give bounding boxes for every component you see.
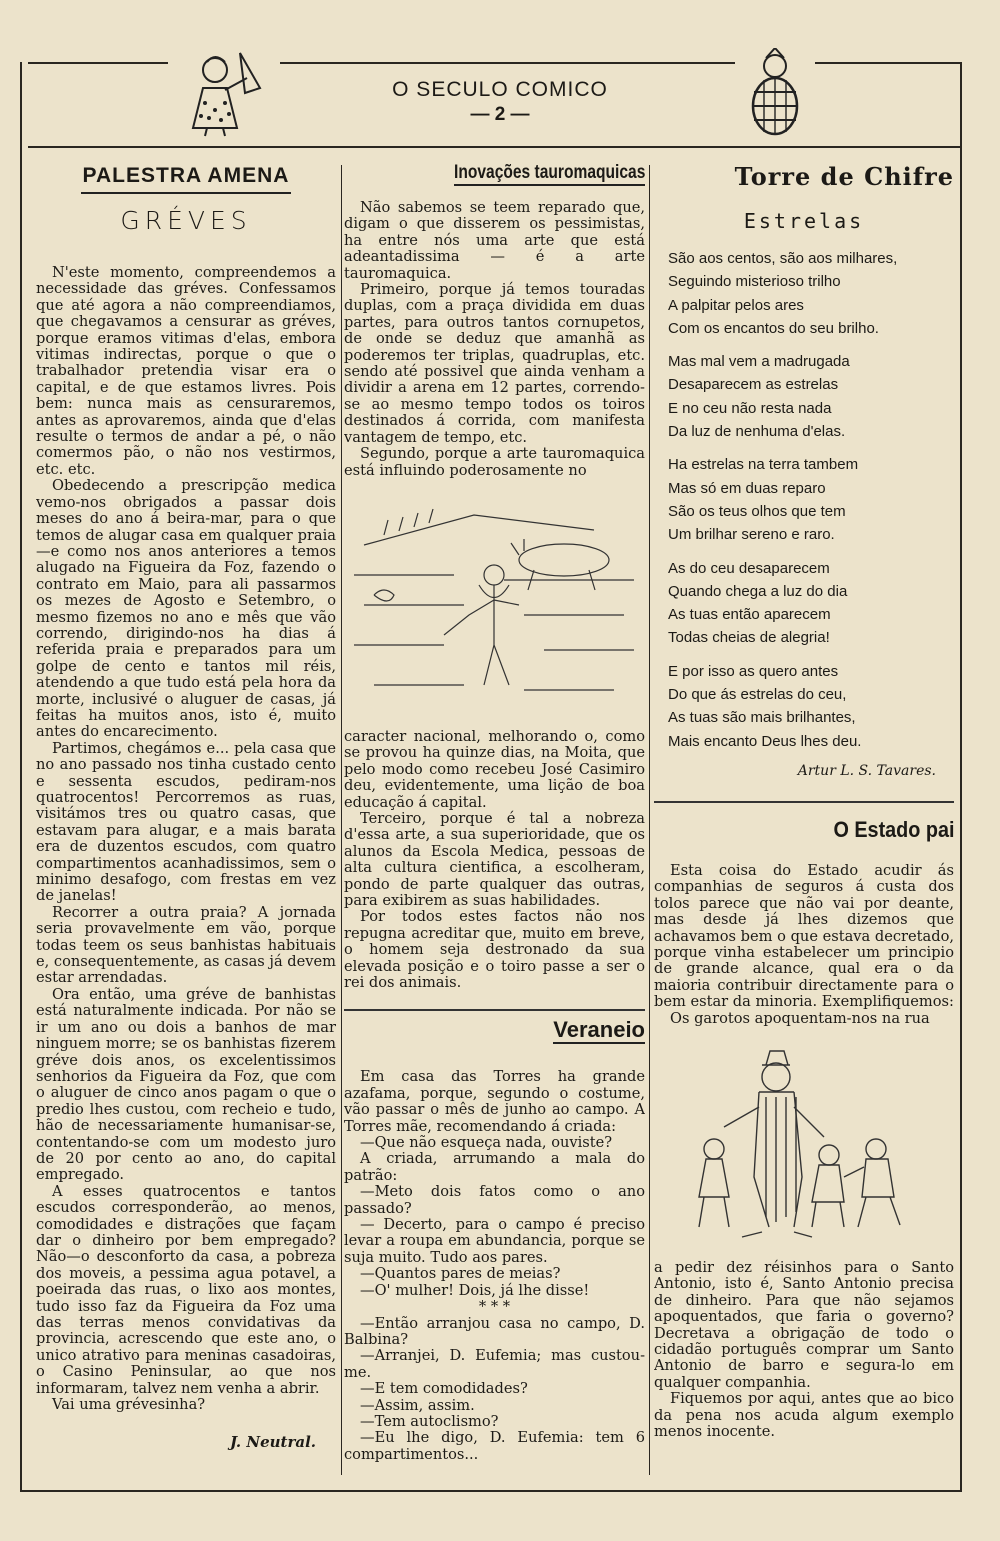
- paragraph: N'este momento, compreendemos a necessidade das gréves. Confessamos que até agora a não compreendiamos, que chegavamos a censurar as gréves, porque eramos vitimas d'elas, embora vitimas indirectas, porque o que o trabalhador pretendia visar era o capital, e de que estamos livres. Pois bem: nunca mais as censuraremos, antes as aprovaremos, ainda que d'elas resulte o termos de andar a pé, o não comermos pão, o não nos vestirmos, etc. etc.: [36, 264, 336, 478]
- article-title-estado-pai: O Estado pai: [832, 816, 954, 842]
- article-title-inovacoes: Inovações tauromaquicas: [454, 162, 645, 186]
- paragraph: Os garotos apoquentam-nos na rua: [670, 1009, 930, 1027]
- verse: São aos centos, são aos milhares,: [668, 250, 898, 267]
- poem-title-estrelas: Estrelas: [743, 209, 865, 233]
- boys-with-man-illustration: [654, 1037, 954, 1252]
- paragraph: Esta coisa do Estado acudir ás companhias de seguros á custa dos tolos parece que não vai por deante, mas desde já lhes dizemos que achavamos bem o que estava decretado, porque vinha estabelecer um principio de grande alcance, qual era o da maioria contribuir directamente para o bem estar da minoria. Exemplifiquemos:: [654, 861, 954, 1011]
- frame-right: [960, 62, 962, 1492]
- verse: Todas cheias de alegria!: [668, 629, 830, 647]
- heading-underline: [81, 192, 291, 194]
- header-rule: [28, 146, 960, 148]
- poem-estrelas: [654, 247, 954, 753]
- dialogue-line: —Quantos pares de meias?: [360, 1265, 561, 1283]
- paragraph: Segundo, porque a arte tauromaquica está influindo poderosamente no: [344, 445, 645, 479]
- masthead: [300, 78, 700, 126]
- article-title-veraneio: Veraneio: [553, 1017, 645, 1043]
- section-divider: [654, 801, 954, 803]
- paragraph: Obedecendo a prescripção medica vemo-nos obrigados a passar dois meses do ano á beira-mar, para o que temos de alugar casa em qualquer praia —e como nos anos anteriores a temos alugado na Figueira da Foz, fazendo o contrato em Maio, para ali passarmos os mezes de Agosto e Setembro, o mesmo fizemos no ano e mês que vão correndo, dirigindo-nos ha dias á referida praia e preparados para um golpe de cento e tantos mil réis, atendendo a que tudo está pela hora da morte, inclusivé o aluguer de casas, já feitas ha muitos anos, isto é, muito antes do encarecimento.: [36, 477, 336, 741]
- verse: Um brilhar sereno e raro.: [668, 526, 835, 544]
- column-torre-de-chifre: [654, 162, 954, 1482]
- verse: E no ceu não resta nada: [668, 399, 832, 417]
- stanza: [668, 247, 954, 340]
- column-divider-2: [649, 165, 650, 1475]
- verse: A palpitar pelos ares: [668, 296, 804, 314]
- dialogue-line: —Assim, assim.: [360, 1396, 475, 1414]
- verse: Mais encanto Deus lhes deu.: [668, 732, 862, 750]
- section-heading-torre-de-chifre: Torre de Chifre: [734, 162, 954, 191]
- top-rule-mid: [280, 62, 735, 64]
- verse: Mas só em duas reparo: [668, 479, 826, 497]
- signature-tavares: Artur L. S. Tavares.: [797, 762, 936, 779]
- newspaper-title: O SECULO COMICO: [392, 78, 608, 101]
- paragraph: Terceiro, porque é tal a nobreza d'essa arte, a sua superioridade, que os alunos da Escola Medica, pessoas de alta cultura cientifica, a escolheram, pondo de parte qualquer das outras, para exibirem as suas habilidades.: [344, 809, 645, 909]
- verse: E por isso as quero antes: [668, 662, 839, 680]
- section-heading-palestra-amena: PALESTRA AMENA: [82, 164, 290, 187]
- paragraph: Em casa das Torres ha grande azafama, porque, segundo o costume, vão passar o mês de junho ao campo. A Torres mãe, recomendando á criada:: [344, 1068, 645, 1135]
- verse: As tuas são mais brilhantes,: [668, 709, 856, 727]
- barrel-figure-icon: [748, 48, 803, 136]
- paragraph: Recorrer a outra praia? A jornada seria provavelmente em vão, porque todas teem os seus banhistas habituais e, consequentemente, as casas já devem estar arrendadas.: [36, 903, 336, 987]
- article-title-greves: GRÉVES: [120, 206, 252, 235]
- verse: As tuas então aparecem: [668, 606, 831, 624]
- stanza: [668, 660, 954, 753]
- column-inovacoes: [344, 162, 645, 1482]
- verse: Da luz de nenhuma d'elas.: [668, 423, 846, 441]
- frame-bottom: [20, 1490, 962, 1492]
- dialogue-line: —Arranjei, D. Eufemia; mas custou-me.: [344, 1347, 645, 1381]
- column-palestra-amena: [36, 162, 336, 1482]
- bullfight-illustration: [344, 485, 645, 725]
- top-rule-right: [815, 62, 960, 64]
- paragraph: a pedir dez réisinhos para o Santo Antonio, isto é, Santo Antonio precisa de dinheiro. Para que não sejamos apoquentados, que faria o governo? Decretava a obrigação de todo o cidadão português comprar um Santo Antonio de barro e segura-lo em qualquer companhia.: [654, 1259, 954, 1391]
- dialogue-line: —E tem comodidades?: [360, 1380, 528, 1398]
- section-divider: [344, 1009, 645, 1011]
- paragraph: Por todos estes factos não nos repugna acreditar que, muito em breve, o homem seja destronado da sua elevada posição e o toiro passe a ser o rei dos animais.: [344, 908, 645, 991]
- dialogue-line: —Então arranjou casa no campo, D. Balbina?: [344, 1314, 645, 1348]
- verse: Do que ás estrelas do ceu,: [668, 686, 847, 704]
- page-number: — 2 —: [470, 104, 530, 125]
- paragraph: Primeiro, porque já temos touradas duplas, com a praça dividida em duas partes, para outros tantos cornupetos, de onde se deduz que amanhã as poderemos ter triplas, quadruplas, etc. sendo até possivel que ainda venham a dividir a arena em 12 partes, correndo-se ao mesmo tempo todos os toiros destinados á corrida, com manifesta vantagem de tempo, etc.: [344, 281, 645, 446]
- verse: Mas mal vem a madrugada: [668, 353, 850, 371]
- dialogue-line: —Meto dois fatos como o ano passado?: [344, 1183, 645, 1217]
- asterism: * * *: [478, 1298, 511, 1316]
- paragraph: A esses quatrocentos e tantos escudos corresponderão, ao menos, comodidades e distrações que façam dar o dinheiro por bem empregado? Não—o desconforto da casa, a pobreza dos moveis, a pessima agua potavel, a poeirada das ruas, o lixo aos montes, tudo isso faz da Figueira da Foz uma das terras menos convidativas da provincia, acrescendo que este ano, o unico atrativo para meninas casadoiras, o Casino Peninsular, ao que nos informaram, talvez nem venha a abrir.: [36, 1182, 336, 1397]
- frame-left: [20, 62, 22, 1492]
- column-divider-1: [341, 165, 342, 1475]
- verse: Com os encantos do seu brilho.: [668, 319, 879, 337]
- paragraph: Vai uma grévesinha?: [52, 1396, 206, 1414]
- verse: Desaparecem as estrelas: [668, 376, 839, 394]
- paragraph: caracter nacional, melhorando o, como se provou ha quinze dias, na Moita, que pelo modo como recebeu José Casimiro deu, evidentemente, uma lição de boa educação á capital.: [344, 727, 645, 811]
- stanza: [668, 453, 954, 546]
- paragraph: Não sabemos se teem reparado que, digam o que disserem os pessimistas, ha entre nós uma arte que está adeantadissima — é a arte tauromaquica.: [344, 199, 645, 282]
- paragraph: Fiquemos por aqui, antes que ao bico da pena nos acuda algum exemplo menos inocente.: [654, 1390, 954, 1441]
- dialogue-line: —Que não esqueça nada, ouviste?: [360, 1134, 613, 1152]
- dialogue-line: — Decerto, para o campo é preciso levar a roupa em abundancia, porque se suja muito. Tudo aos pares.: [344, 1216, 645, 1266]
- verse: São os teus olhos que tem: [668, 502, 846, 520]
- dialogue-line: —Tem autoclismo?: [360, 1412, 499, 1430]
- stanza: [668, 557, 954, 650]
- verse: Quando chega a luz do dia: [668, 582, 848, 600]
- paragraph: Partimos, chegámos e... pela casa que no ano passado nos tinha custado cento e sessenta escudos, pediram-nos quatrocentos! Percorremos as ruas, visitámos tres ou quatro casas, que estavam para alugar, e a mais barata era de duzentos escudos, com quatro compartimentos acanhadissimos, sem o minimo desafogo, com frestas em vez de janelas!: [36, 739, 336, 905]
- signature-neutral: J. Neutral.: [229, 1433, 316, 1452]
- stanza: [668, 350, 954, 443]
- girl-with-fan-icon: [185, 48, 270, 138]
- verse: Seguindo misterioso trilho: [668, 273, 841, 291]
- paragraph: Ora então, uma gréve de banhistas está naturalmente indicada. Por não se ir um ano ou dois a banhos de mar ninguem morre; se os banhistas fizerem gréve dois anos, os excelentissimos senhorios da Figueira da Foz, que com o aluguer de cinco anos pagam o que o predio lhes custou, com recheio e tudo, hão de necessariamente humanisar-se, contentando-se com um modesto juro de 20 por cento ao ano, do capital empregado.: [36, 985, 336, 1184]
- verse: Ha estrelas na terra tambem: [668, 456, 859, 474]
- verse: As do ceu desaparecem: [668, 559, 830, 577]
- top-rule-left: [28, 62, 168, 64]
- paragraph: A criada, arrumando a mala do patrão:: [344, 1150, 645, 1184]
- dialogue-line: —O' mulher! Dois, já lhe disse!: [360, 1281, 590, 1299]
- dialogue-line: —Eu lhe digo, D. Eufemia: tem 6 compartimentos...: [344, 1429, 645, 1463]
